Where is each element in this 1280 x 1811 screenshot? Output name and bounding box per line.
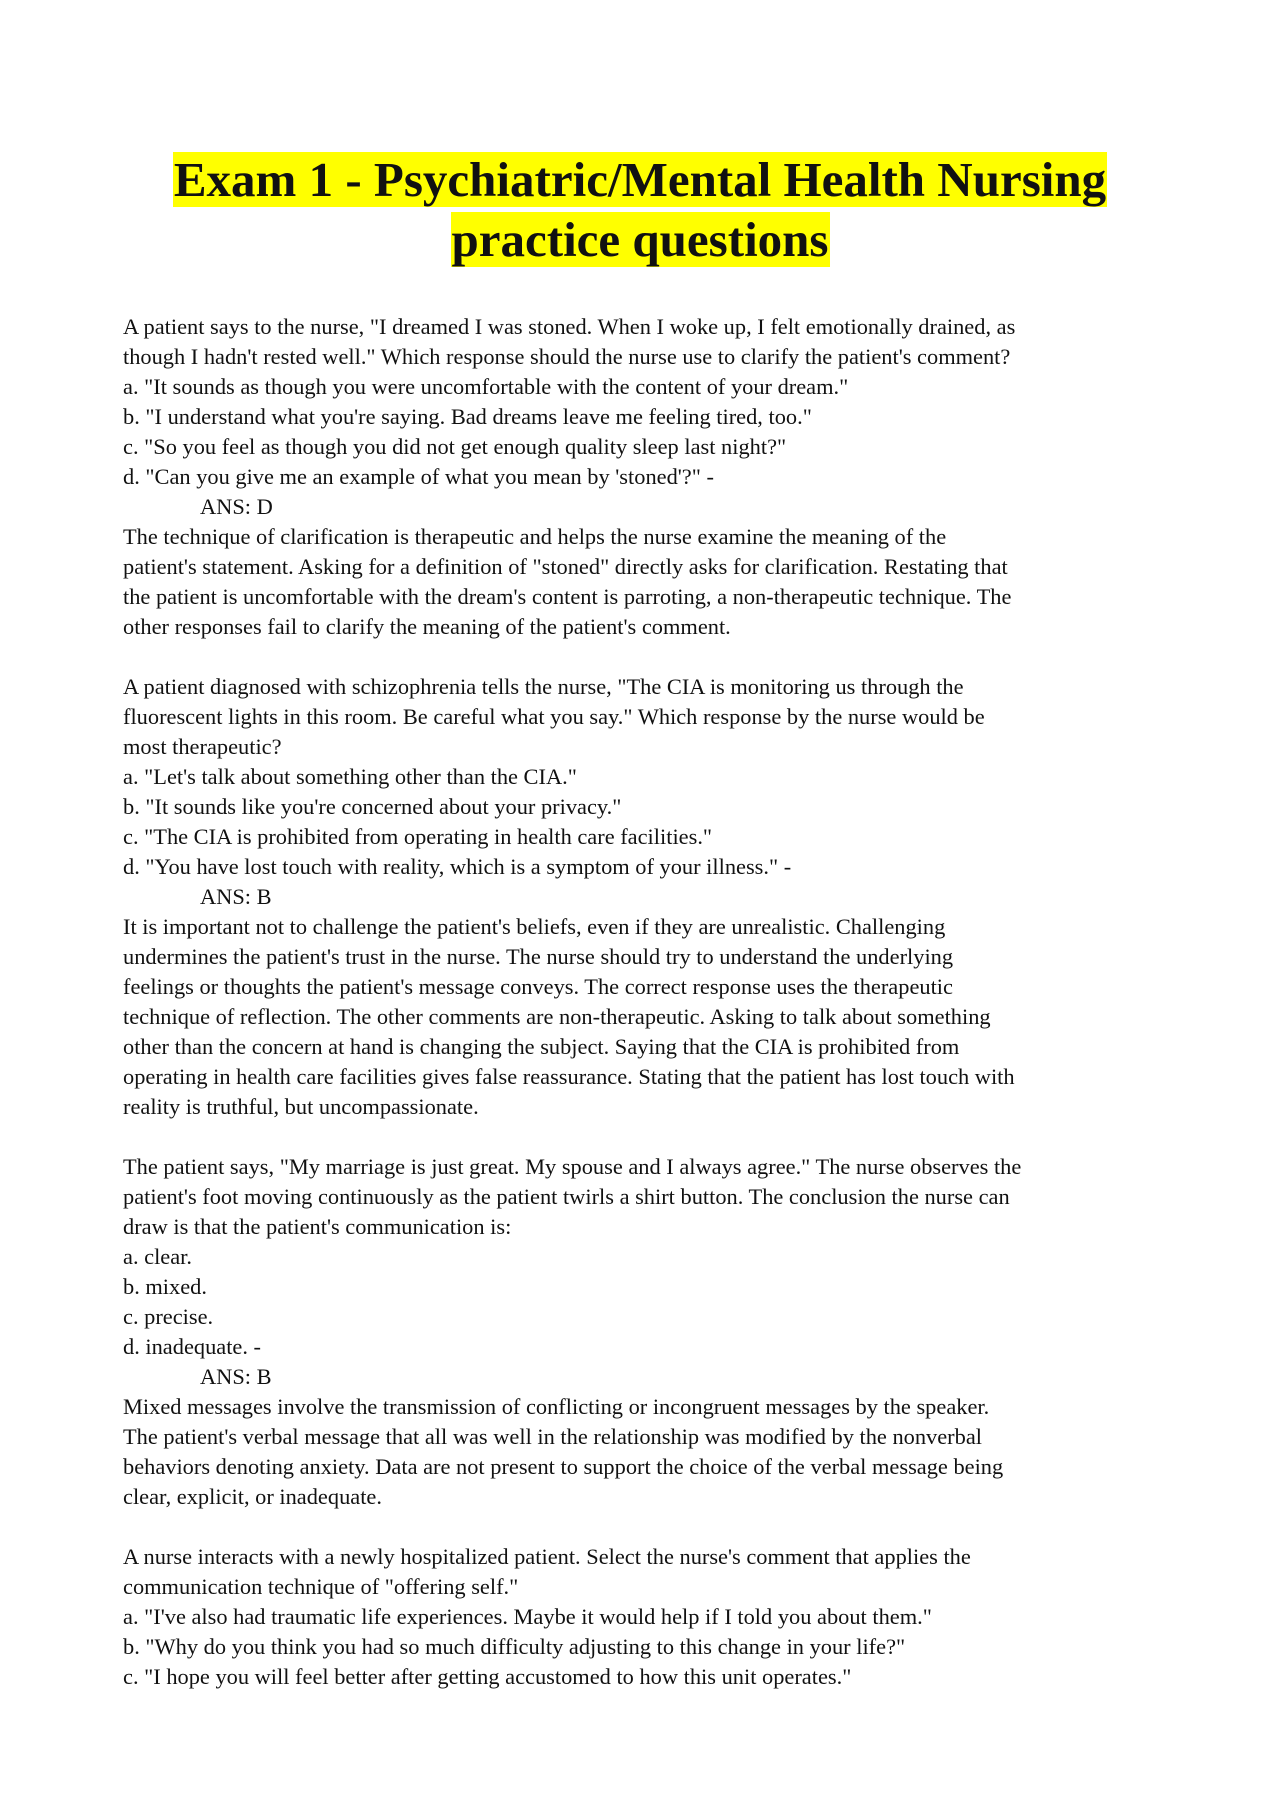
question-stem-line: A nurse interacts with a newly hospitalized patient. Select the nurse's comment that applies the <box>123 1544 971 1569</box>
question-stem-line: draw is that the patient's communication is: <box>123 1214 512 1239</box>
answer-option: c. "The CIA is prohibited from operating in health care facilities." <box>123 824 713 849</box>
rationale-line: feelings or thoughts the patient's message conveys. The correct response uses the therapeutic <box>123 974 953 999</box>
page-title <box>0 150 1280 270</box>
answer-option: c. precise. <box>123 1304 214 1329</box>
question-block <box>123 1152 1183 1512</box>
rationale-line: behaviors denoting anxiety. Data are not present to support the choice of the verbal message being <box>123 1454 1004 1479</box>
question-separator <box>123 1122 1183 1152</box>
question-list <box>123 312 1183 1692</box>
rationale-line: technique of reflection. The other comments are non-therapeutic. Asking to talk about something <box>123 1004 991 1029</box>
rationale-line: clear, explicit, or inadequate. <box>123 1484 382 1509</box>
question-block <box>123 1542 1183 1692</box>
answer-option: b. "Why do you think you had so much difficulty adjusting to this change in your life?" <box>123 1634 906 1659</box>
title-line-2: practice questions <box>451 212 829 267</box>
question-stem-line: patient's foot moving continuously as the patient twirls a shirt button. The conclusion the nurse can <box>123 1184 1010 1209</box>
rationale-line: The patient's verbal message that all was well in the relationship was modified by the nonverbal <box>123 1424 982 1449</box>
rationale-line: other than the concern at hand is changing the subject. Saying that the CIA is prohibited from <box>123 1034 960 1059</box>
answer-option: a. clear. <box>123 1244 192 1269</box>
rationale-line: reality is truthful, but uncompassionate. <box>123 1094 479 1119</box>
question-stem-line: most therapeutic? <box>123 734 282 759</box>
question-stem-line: A patient says to the nurse, "I dreamed I was stoned. When I woke up, I felt emotionally drained, as <box>123 314 1016 339</box>
answer-option: d. "Can you give me an example of what you mean by 'stoned'?" - <box>123 464 714 489</box>
rationale-line: Mixed messages involve the transmission of conflicting or incongruent messages by the speaker. <box>123 1394 990 1419</box>
rationale-line: operating in health care facilities gives false reassurance. Stating that the patient has lost touch with <box>123 1064 1015 1089</box>
rationale-line: the patient is uncomfortable with the dream's content is parroting, a non-therapeutic technique. The <box>123 584 1012 609</box>
question-separator <box>123 1512 1183 1542</box>
question-block <box>123 312 1183 642</box>
question-stem-line: A patient diagnosed with schizophrenia tells the nurse, "The CIA is monitoring us through the <box>123 674 964 699</box>
rationale-line: undermines the patient's trust in the nurse. The nurse should try to understand the underlying <box>123 944 954 969</box>
answer-option: b. "I understand what you're saying. Bad dreams leave me feeling tired, too." <box>123 404 812 429</box>
title-line-1: Exam 1 - Psychiatric/Mental Health Nursing <box>173 152 1107 207</box>
answer-key: ANS: B <box>200 884 272 909</box>
rationale-line: It is important not to challenge the patient's beliefs, even if they are unrealistic. Challenging <box>123 914 946 939</box>
question-stem-line: communication technique of "offering self." <box>123 1574 519 1599</box>
question-separator <box>123 642 1183 672</box>
answer-option: c. "I hope you will feel better after getting accustomed to how this unit operates." <box>123 1664 852 1689</box>
rationale-line: other responses fail to clarify the meaning of the patient's comment. <box>123 614 731 639</box>
answer-option: a. "It sounds as though you were uncomfortable with the content of your dream." <box>123 374 849 399</box>
answer-option: b. mixed. <box>123 1274 207 1299</box>
question-block <box>123 672 1183 1122</box>
answer-option: c. "So you feel as though you did not get enough quality sleep last night?" <box>123 434 787 459</box>
question-stem-line: The patient says, "My marriage is just great. My spouse and I always agree." The nurse observes the <box>123 1154 1022 1179</box>
answer-option: d. "You have lost touch with reality, which is a symptom of your illness." - <box>123 854 792 879</box>
rationale-line: patient's statement. Asking for a definition of "stoned" directly asks for clarification. Restating that <box>123 554 1008 579</box>
answer-option: d. inadequate. - <box>123 1334 262 1359</box>
question-stem-line: fluorescent lights in this room. Be careful what you say." Which response by the nurse would be <box>123 704 985 729</box>
answer-option: b. "It sounds like you're concerned about your privacy." <box>123 794 622 819</box>
rationale-line: The technique of clarification is therapeutic and helps the nurse examine the meaning of the <box>123 524 947 549</box>
answer-option: a. "I've also had traumatic life experiences. Maybe it would help if I told you about them." <box>123 1604 932 1629</box>
answer-key: ANS: B <box>200 1364 272 1389</box>
answer-key: ANS: D <box>200 494 273 519</box>
question-stem-line: though I hadn't rested well." Which response should the nurse use to clarify the patient's comment? <box>123 344 1011 369</box>
answer-option: a. "Let's talk about something other than the CIA." <box>123 764 577 789</box>
